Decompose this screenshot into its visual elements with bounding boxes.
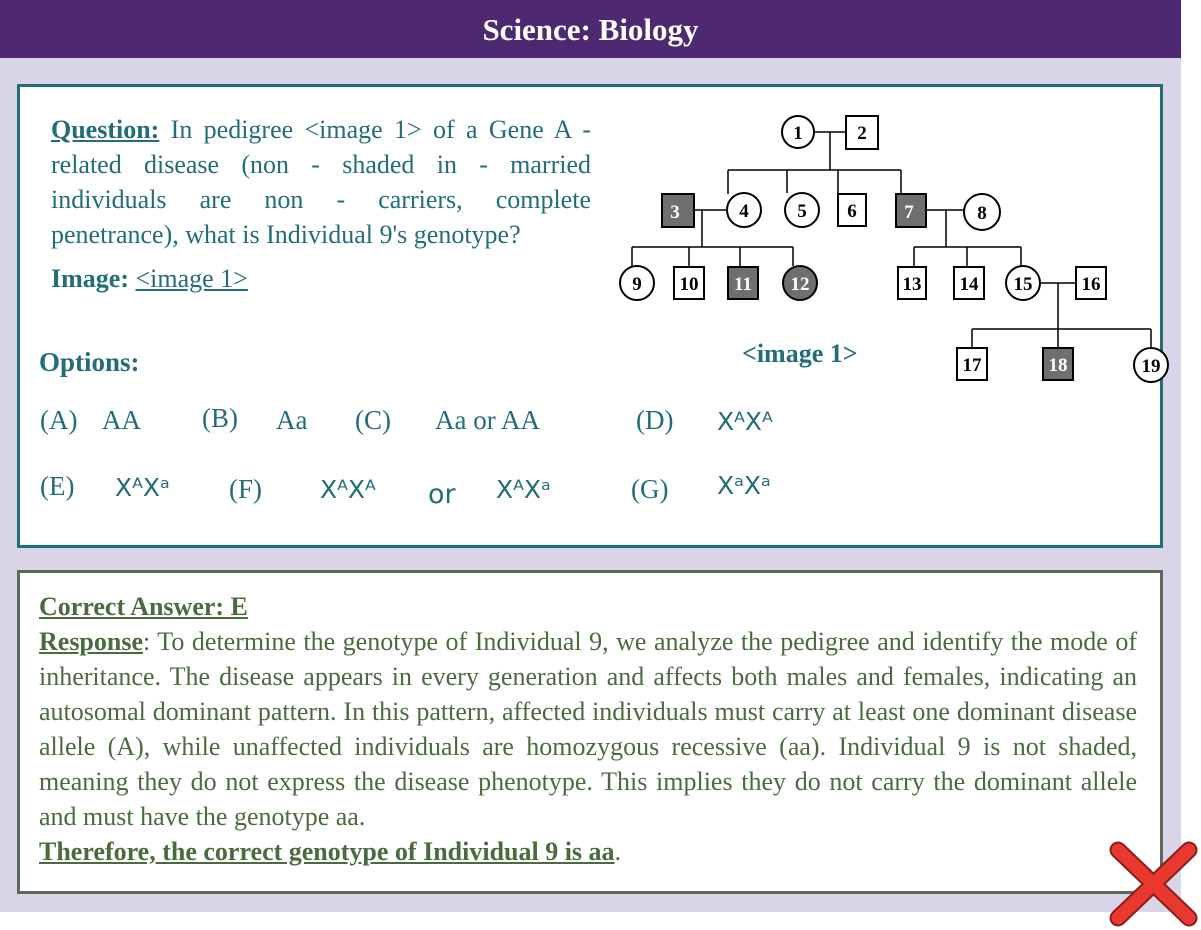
answer-panel (17, 570, 1163, 894)
option-b-key[interactable]: (B) (202, 403, 238, 433)
question-body: In pedigree <image 1> of a Gene A - related disease (non - shaded in - married individuals are non - carriers, complete penetrance), what is Individual 9's genotype? (51, 115, 591, 249)
individual-19-label: 19 (1141, 356, 1161, 377)
individual-3-label: 3 (670, 202, 680, 223)
correct-answer: Correct Answer: E (39, 592, 248, 621)
response-label: Response (39, 627, 144, 656)
individual-17-label: 17 (962, 355, 982, 376)
question-label: Question: (51, 115, 160, 144)
option-f-key[interactable]: (F) (229, 474, 262, 504)
pedigree-lines (632, 132, 1151, 347)
option-e-key[interactable]: (E) (40, 471, 75, 501)
option-d-value[interactable]: XᴬXᴬ (717, 407, 773, 436)
image-reference-line (51, 264, 248, 294)
individual-18-label: 18 (1048, 355, 1068, 376)
individual-15-label: 15 (1013, 274, 1033, 295)
pedigree-diagram (610, 107, 1170, 387)
option-e-value[interactable]: XᴬXᵃ (115, 473, 170, 502)
individual-14-label: 14 (959, 274, 979, 295)
individual-7-label: 7 (904, 202, 914, 223)
options-title: Options: (39, 347, 140, 377)
individual-8-label: 8 (977, 203, 987, 224)
option-c-value[interactable]: Aa or AA (435, 405, 540, 435)
image-link[interactable]: <image 1> (135, 264, 248, 293)
question-text (51, 112, 591, 252)
option-g-value[interactable]: XᵃXᵃ (717, 471, 771, 500)
option-f-or: or (428, 479, 456, 510)
individual-6-label: 6 (847, 201, 857, 222)
option-a-value[interactable]: AA (102, 405, 141, 435)
option-c-key[interactable]: (C) (355, 405, 391, 435)
option-d-key[interactable]: (D) (636, 405, 674, 435)
incorrect-cross-icon (1106, 838, 1201, 930)
option-b-value[interactable]: Aa (276, 405, 308, 435)
individual-1-label: 1 (793, 123, 803, 144)
option-f-value-1[interactable]: XᴬXᴬ (320, 475, 376, 504)
individual-16-label: 16 (1081, 274, 1101, 295)
individual-9-label: 9 (632, 274, 642, 295)
image-caption: <image 1> (742, 339, 858, 368)
page-title: Science: Biology (0, 0, 1181, 58)
individual-12-label: 12 (790, 274, 810, 295)
image-label: Image: (51, 264, 129, 293)
individual-13-label: 13 (902, 274, 922, 295)
conclusion-line (39, 834, 1137, 869)
individual-11-label: 11 (734, 274, 752, 295)
question-panel (17, 84, 1163, 548)
response-body: : To determine the genotype of Individual 9, we analyze the pedigree and identify the mode of inheritance. The disease appears in every generation and affects both males and females, indicating an autosomal dominant pattern. In this pattern, affected individuals must carry at least one dominant disease allele (A), while unaffected individuals are homozygous recessive (aa). Individual 9 is not shaded, meaning they do not express the disease phenotype. This implies they do not carry the dominant allele and must have the genotype aa. (39, 627, 1137, 831)
option-g-key[interactable]: (G) (631, 474, 669, 504)
option-a-key[interactable]: (A) (40, 405, 78, 435)
individual-4-label: 4 (739, 201, 749, 222)
individual-5-label: 5 (797, 201, 807, 222)
individual-10-label: 10 (679, 274, 699, 295)
response-paragraph (39, 624, 1137, 834)
answer-text (39, 589, 1137, 869)
conclusion-text: Therefore, the correct genotype of Individual 9 is aa (39, 837, 615, 866)
individual-2-label: 2 (857, 123, 867, 144)
conclusion-period: . (614, 837, 622, 866)
option-f-value-2[interactable]: XᴬXᵃ (496, 475, 551, 504)
